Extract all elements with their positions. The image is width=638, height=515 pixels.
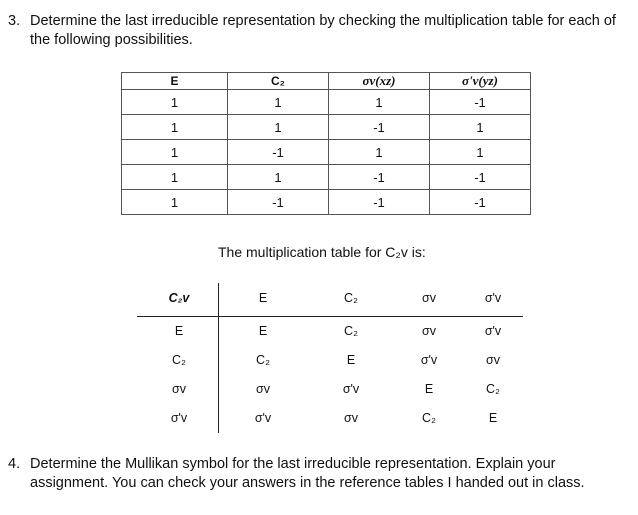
mult-col-header-sigma-v: σv [422, 291, 436, 305]
check-table-row [122, 140, 531, 165]
check-cell: 1 [122, 90, 228, 115]
mult-cell: E [488, 411, 498, 425]
mult-cell: σ'v [342, 382, 360, 396]
check-cell: 1 [228, 90, 329, 115]
check-header-sigma-v-xz [329, 73, 430, 90]
check-header-sigma-prime-v-yz [430, 73, 531, 90]
mult-cell: σv [486, 353, 500, 367]
check-cell: 1 [122, 165, 228, 190]
check-table-row [122, 190, 531, 215]
mult-cell: C₂ [422, 411, 436, 425]
check-table-row [122, 90, 531, 115]
mult-cell: C₂ [256, 353, 270, 367]
check-table-row [122, 165, 531, 190]
mult-row-header-sigma-prime-v: σ'v [170, 411, 188, 425]
multiplication-table-horizontal-rule [137, 316, 523, 317]
check-cell: -1 [228, 190, 329, 215]
mult-cell: C₂ [344, 324, 358, 338]
mult-cell: σ'v [420, 353, 438, 367]
check-cell: -1 [430, 190, 531, 215]
check-cell: -1 [430, 90, 531, 115]
mult-cell: σv [422, 324, 436, 338]
mult-row-header-e: E [174, 324, 184, 338]
mult-cell: E [258, 324, 268, 338]
character-check-table [121, 72, 531, 215]
question-3-number: 3. [8, 13, 21, 29]
mult-cell: σv [344, 411, 358, 425]
mult-col-header-e: E [258, 291, 268, 305]
check-cell: 1 [228, 165, 329, 190]
mult-col-header-sigma-prime-v: σ'v [484, 291, 502, 305]
question-3-text: Determine the last irreducible representation by checking the multiplication table for each of the following possibilities. [30, 13, 616, 48]
mult-cell: E [346, 353, 356, 367]
multiplication-table-vertical-rule [218, 283, 219, 433]
check-header-c2: C₂ [228, 73, 329, 90]
question-4 [8, 455, 630, 493]
check-cell: -1 [329, 165, 430, 190]
mult-cell: σv [256, 382, 270, 396]
multiplication-table-corner: C₂v [168, 291, 190, 305]
check-cell: -1 [329, 190, 430, 215]
mult-row-header-sigma-v: σv [172, 382, 186, 396]
check-table-row [122, 115, 531, 140]
check-cell: 1 [122, 140, 228, 165]
multiplication-table-caption: The multiplication table for C₂v is: [218, 244, 426, 260]
check-header-e: E [122, 73, 228, 90]
check-cell: 1 [122, 190, 228, 215]
check-cell: 1 [228, 115, 329, 140]
check-cell: -1 [228, 140, 329, 165]
check-table-header-row [122, 73, 531, 90]
check-cell: 1 [430, 140, 531, 165]
check-cell: -1 [430, 165, 531, 190]
check-cell: 1 [329, 140, 430, 165]
question-3 [8, 12, 630, 50]
mult-cell: E [424, 382, 434, 396]
check-cell: 1 [329, 90, 430, 115]
question-4-text: Determine the Mullikan symbol for the last irreducible representation. Explain your assignment. You can check your answers in the reference tables I handed out in class. [30, 456, 585, 491]
mult-cell: σ'v [254, 411, 272, 425]
check-header-sigma-v-xz-label: σv(xz) [362, 73, 396, 88]
mult-cell: σ'v [484, 324, 502, 338]
multiplication-table [137, 283, 523, 433]
mult-row-header-c2: C₂ [172, 353, 186, 367]
check-cell: 1 [430, 115, 531, 140]
check-cell: -1 [329, 115, 430, 140]
mult-col-header-c2: C₂ [344, 291, 358, 305]
mult-cell: C₂ [486, 382, 500, 396]
question-4-number: 4. [8, 456, 21, 472]
check-header-sigma-prime-v-yz-label: σ'v(yz) [462, 73, 498, 88]
check-cell: 1 [122, 115, 228, 140]
